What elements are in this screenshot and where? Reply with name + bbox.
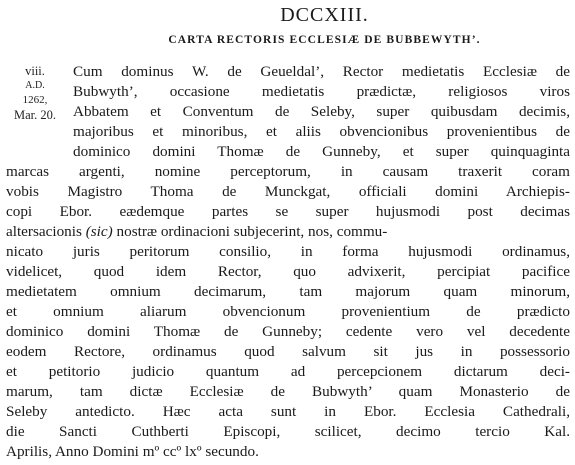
text-fragment: altersacionis — [6, 223, 82, 240]
text-line: videlicet, quod idem Rector, quo advixerit, percipiat pacifice — [6, 263, 570, 280]
text-line: medietatem omnium decimarum, tam majorum quam minorum, — [6, 283, 570, 300]
text-line: nicato juris peritorum consilio, in forma hujusmodi ordinamus, — [6, 243, 570, 260]
text-line: Abbatem et Conventum de Seleby, super quibusdam decimis, — [73, 103, 570, 120]
text-line: vobis Magistro Thoma de Munckgat, officiali domini Archiepis- — [6, 183, 570, 200]
text-line: eodem Rectore, ordinamus quod salvum sit jus in possessorio — [6, 343, 570, 360]
text-line: et petitorio judicio quantum ad percepcionem dictarum deci- — [6, 363, 570, 380]
charter-number: DCCXIII. — [280, 4, 369, 26]
sic-annotation: (sic) — [85, 223, 113, 240]
text-line: marcas argenti, nomine perceptorum, in causam traxerit coram — [6, 163, 570, 180]
text-line: dominico domini Thomæ de Gunneby; cedente vero vel decedente — [6, 323, 570, 340]
charter-heading: CARTA RECTORIS ECCLESIÆ DE BUBBEWYTH’. — [168, 34, 481, 46]
text-line: Cum dominus W. de Geueldal’, Rector medietatis Ecclesiæ de — [73, 63, 570, 80]
text-line: et omnium aliarum obvencionum provenientium de prædicto — [6, 303, 570, 320]
text-line: Seleby antedicto. Hæc acta sunt in Ebor. Ecclesia Cathedrali, — [6, 403, 570, 420]
margin-year: 1262, — [22, 94, 48, 106]
text-line: Aprilis, Anno Domini mº ccº lxº secundo. — [6, 443, 259, 460]
text-line: dominico domini Thomæ de Gunneby, et super quinquaginta — [73, 143, 570, 160]
margin-charter-number: viii. — [25, 64, 45, 78]
margin-date: Mar. 20. — [13, 108, 56, 122]
text-line: marum, tam dictæ Ecclesiæ de Bubwyth’ quam Monasterio de — [6, 383, 570, 400]
text-line: die Sancti Cuthberti Episcopi, scilicet, decimo tercio Kal. — [6, 423, 570, 440]
text-line: copi Ebor. eædemque partes se super hujusmodi post decimas — [6, 203, 570, 220]
text-line: Bubwyth’, occasione medietatis prædictæ, religiosos viros — [73, 83, 570, 100]
text-line-with-sic — [6, 222, 570, 242]
text-fragment: nostræ ordinacioni subjecerint, nos, commu- — [116, 223, 388, 240]
margin-ad: A.D. — [25, 80, 45, 91]
text-line: majoribus et minoribus, et aliis obvencionibus provenientibus de — [73, 123, 570, 140]
